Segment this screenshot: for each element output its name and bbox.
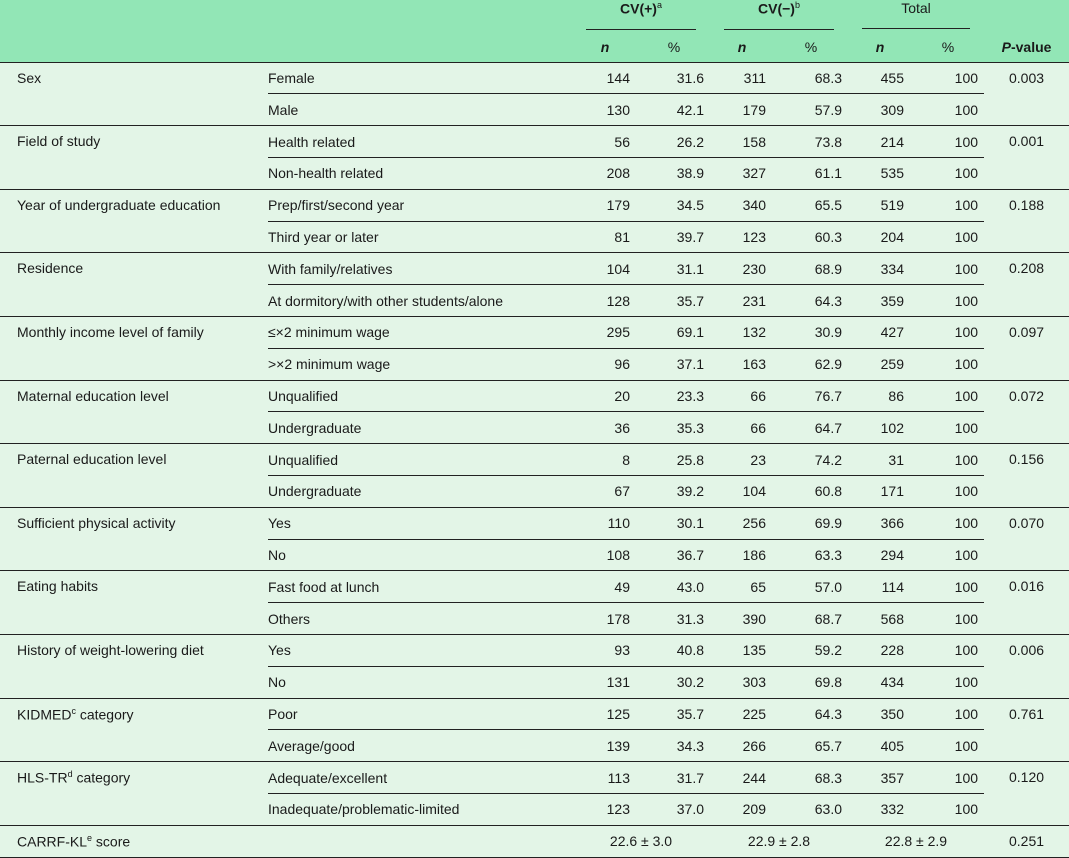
level-label: Unqualified bbox=[268, 380, 572, 412]
cell-cvm-pct: 68.9 bbox=[774, 253, 848, 285]
level-label: Health related bbox=[268, 126, 572, 158]
cell-cvm-pct: 65.5 bbox=[774, 189, 848, 221]
p-value: 0.001 bbox=[984, 126, 1069, 190]
cell-cvp-n: 49 bbox=[572, 571, 638, 603]
variable-label: Year of undergraduate education bbox=[0, 189, 268, 253]
cell-cvp-n: 295 bbox=[572, 317, 638, 349]
cell-tot-n: 535 bbox=[848, 158, 912, 190]
cell-tot-n: 114 bbox=[848, 571, 912, 603]
cell-cvm-pct: 68.7 bbox=[774, 603, 848, 635]
cell-tot-pct: 100 bbox=[912, 348, 984, 380]
cell-tot-n: 434 bbox=[848, 666, 912, 698]
cell-cvp-n: 20 bbox=[572, 380, 638, 412]
cell-tot-pct: 100 bbox=[912, 507, 984, 539]
cell-cvp-n: 108 bbox=[572, 539, 638, 571]
cell-cvm-pct: 60.8 bbox=[774, 476, 848, 508]
header-n: n bbox=[600, 39, 610, 56]
cell-cvm-pct: 62.9 bbox=[774, 348, 848, 380]
table-row bbox=[0, 698, 1069, 730]
cell-tot-n: 427 bbox=[848, 317, 912, 349]
cell-cvp-n: 178 bbox=[572, 603, 638, 635]
cell-cvp-score: 22.6 ± 3.0 bbox=[572, 825, 710, 857]
cell-cvp-pct: 26.2 bbox=[638, 126, 710, 158]
cell-cvp-pct: 37.0 bbox=[638, 793, 710, 825]
p-value: 0.156 bbox=[984, 444, 1069, 508]
variable-label: Eating habits bbox=[0, 571, 268, 635]
cell-tot-n: 405 bbox=[848, 730, 912, 762]
cell-cvm-pct: 64.3 bbox=[774, 285, 848, 317]
cell-cvm-score: 22.9 ± 2.8 bbox=[710, 825, 848, 857]
p-value: 0.072 bbox=[984, 380, 1069, 444]
level-label: Poor bbox=[268, 698, 572, 730]
cell-cvp-n: 56 bbox=[572, 126, 638, 158]
variable-label: Monthly income level of family bbox=[0, 317, 268, 381]
level-label: No bbox=[268, 539, 572, 571]
cell-cvm-n: 132 bbox=[710, 317, 774, 349]
level-label: Male bbox=[268, 94, 572, 126]
p-value: 0.006 bbox=[984, 635, 1069, 699]
cell-cvp-pct: 34.5 bbox=[638, 189, 710, 221]
cell-cvm-n: 266 bbox=[710, 730, 774, 762]
cell-cvm-n: 186 bbox=[710, 539, 774, 571]
cell-cvm-n: 256 bbox=[710, 507, 774, 539]
cell-tot-pct: 100 bbox=[912, 221, 984, 253]
cell-cvp-n: 81 bbox=[572, 221, 638, 253]
cell-tot-score: 22.8 ± 2.9 bbox=[848, 825, 984, 857]
cell-cvm-n: 303 bbox=[710, 666, 774, 698]
level-label: Third year or later bbox=[268, 221, 572, 253]
header-pct: % bbox=[804, 39, 818, 56]
p-value: 0.003 bbox=[984, 62, 1069, 126]
table-row bbox=[0, 317, 1069, 349]
cell-cvp-pct: 40.8 bbox=[638, 635, 710, 667]
level-label: Non-health related bbox=[268, 158, 572, 190]
cell-tot-n: 519 bbox=[848, 189, 912, 221]
header-pct: % bbox=[941, 39, 955, 56]
cell-cvm-n: 66 bbox=[710, 412, 774, 444]
cell-cvm-pct: 59.2 bbox=[774, 635, 848, 667]
cell-cvp-pct: 30.1 bbox=[638, 507, 710, 539]
cell-cvp-pct: 34.3 bbox=[638, 730, 710, 762]
cell-cvp-n: 131 bbox=[572, 666, 638, 698]
cell-tot-pct: 100 bbox=[912, 126, 984, 158]
cell-tot-pct: 100 bbox=[912, 762, 984, 794]
cell-tot-pct: 100 bbox=[912, 571, 984, 603]
cell-tot-n: 366 bbox=[848, 507, 912, 539]
cell-cvm-n: 123 bbox=[710, 221, 774, 253]
cell-tot-n: 359 bbox=[848, 285, 912, 317]
level-label: Average/good bbox=[268, 730, 572, 762]
cell-tot-n: 294 bbox=[848, 539, 912, 571]
cell-cvp-pct: 43.0 bbox=[638, 571, 710, 603]
cell-cvp-n: 144 bbox=[572, 62, 638, 94]
cell-cvp-pct: 38.9 bbox=[638, 158, 710, 190]
cell-cvm-pct: 63.0 bbox=[774, 793, 848, 825]
header-n: n bbox=[875, 39, 885, 56]
cell-cvm-pct: 74.2 bbox=[774, 444, 848, 476]
cell-cvp-pct: 39.7 bbox=[638, 221, 710, 253]
cell-cvp-n: 8 bbox=[572, 444, 638, 476]
cell-cvp-n: 139 bbox=[572, 730, 638, 762]
cell-tot-n: 350 bbox=[848, 698, 912, 730]
cell-tot-pct: 100 bbox=[912, 539, 984, 571]
cell-cvm-pct: 63.3 bbox=[774, 539, 848, 571]
cell-cvp-n: 128 bbox=[572, 285, 638, 317]
cell-cvp-pct: 31.7 bbox=[638, 762, 710, 794]
table-row bbox=[0, 635, 1069, 667]
level-label: Female bbox=[268, 62, 572, 94]
cell-cvm-n: 65 bbox=[710, 571, 774, 603]
cell-cvp-pct: 35.7 bbox=[638, 285, 710, 317]
level-label: ≤×2 minimum wage bbox=[268, 317, 572, 349]
cell-cvm-pct: 57.9 bbox=[774, 94, 848, 126]
cell-tot-pct: 100 bbox=[912, 730, 984, 762]
header-n: n bbox=[737, 39, 747, 56]
cell-tot-n: 568 bbox=[848, 603, 912, 635]
cell-tot-n: 31 bbox=[848, 444, 912, 476]
cell-cvp-pct: 23.3 bbox=[638, 380, 710, 412]
cell-cvm-n: 340 bbox=[710, 189, 774, 221]
p-value: 0.208 bbox=[984, 253, 1069, 317]
table-row bbox=[0, 253, 1069, 285]
cell-cvp-n: 36 bbox=[572, 412, 638, 444]
cell-cvm-n: 231 bbox=[710, 285, 774, 317]
cell-cvm-pct: 76.7 bbox=[774, 380, 848, 412]
cell-cvm-n: 23 bbox=[710, 444, 774, 476]
cell-cvm-pct: 68.3 bbox=[774, 762, 848, 794]
cell-cvm-n: 390 bbox=[710, 603, 774, 635]
cell-cvm-n: 179 bbox=[710, 94, 774, 126]
level-label: Undergraduate bbox=[268, 476, 572, 508]
variable-label: Sufficient physical activity bbox=[0, 507, 268, 571]
level-label: Adequate/excellent bbox=[268, 762, 572, 794]
level-label: Prep/first/second year bbox=[268, 189, 572, 221]
level-label: >×2 minimum wage bbox=[268, 348, 572, 380]
cell-tot-n: 102 bbox=[848, 412, 912, 444]
cell-cvm-pct: 65.7 bbox=[774, 730, 848, 762]
cell-cvm-n: 209 bbox=[710, 793, 774, 825]
cell-tot-n: 259 bbox=[848, 348, 912, 380]
cell-tot-pct: 100 bbox=[912, 412, 984, 444]
cell-cvp-pct: 31.3 bbox=[638, 603, 710, 635]
cell-cvp-pct: 25.8 bbox=[638, 444, 710, 476]
level-label: No bbox=[268, 666, 572, 698]
cell-cvm-pct: 30.9 bbox=[774, 317, 848, 349]
cell-cvm-pct: 69.9 bbox=[774, 507, 848, 539]
header-total: Total bbox=[848, 0, 984, 33]
cell-tot-pct: 100 bbox=[912, 380, 984, 412]
variable-label: Sex bbox=[0, 62, 268, 126]
cell-cvm-n: 244 bbox=[710, 762, 774, 794]
level-label: Unqualified bbox=[268, 444, 572, 476]
level-label: Fast food at lunch bbox=[268, 571, 572, 603]
level-label: With family/relatives bbox=[268, 253, 572, 285]
cell-cvp-n: 125 bbox=[572, 698, 638, 730]
p-value: 0.188 bbox=[984, 189, 1069, 253]
cell-cvm-pct: 68.3 bbox=[774, 62, 848, 94]
cell-tot-pct: 100 bbox=[912, 698, 984, 730]
table-header bbox=[0, 0, 1069, 62]
cell-tot-n: 86 bbox=[848, 380, 912, 412]
summary-row bbox=[0, 825, 1069, 857]
cell-cvp-pct: 69.1 bbox=[638, 317, 710, 349]
p-value: 0.761 bbox=[984, 698, 1069, 762]
cell-tot-n: 455 bbox=[848, 62, 912, 94]
cell-cvm-n: 327 bbox=[710, 158, 774, 190]
cell-cvm-pct: 57.0 bbox=[774, 571, 848, 603]
cell-tot-pct: 100 bbox=[912, 603, 984, 635]
cell-cvp-pct: 30.2 bbox=[638, 666, 710, 698]
cell-tot-pct: 100 bbox=[912, 476, 984, 508]
table-row bbox=[0, 380, 1069, 412]
cell-cvp-pct: 37.1 bbox=[638, 348, 710, 380]
cell-cvm-pct: 73.8 bbox=[774, 126, 848, 158]
cell-tot-pct: 100 bbox=[912, 189, 984, 221]
level-label: Yes bbox=[268, 635, 572, 667]
cell-cvp-pct: 35.7 bbox=[638, 698, 710, 730]
cell-cvp-pct: 39.2 bbox=[638, 476, 710, 508]
cell-tot-n: 334 bbox=[848, 253, 912, 285]
header-pct: % bbox=[667, 39, 681, 56]
header-cv-negative: $CV(-)^b$ bbox=[710, 0, 848, 33]
header-cv-positive: $CV(+)^a$ bbox=[572, 0, 710, 33]
cell-tot-n: 214 bbox=[848, 126, 912, 158]
cell-cvp-n: 110 bbox=[572, 507, 638, 539]
cell-tot-n: 204 bbox=[848, 221, 912, 253]
cell-cvp-n: 104 bbox=[572, 253, 638, 285]
cell-tot-pct: 100 bbox=[912, 158, 984, 190]
p-value: 0.016 bbox=[984, 571, 1069, 635]
variable-label: CARRF-$KL^e$ score bbox=[0, 825, 268, 857]
variable-label: History of weight-lowering diet bbox=[0, 635, 268, 699]
cell-tot-pct: 100 bbox=[912, 94, 984, 126]
cell-cvp-n: 113 bbox=[572, 762, 638, 794]
table-body bbox=[0, 62, 1069, 857]
cell-cvp-n: 93 bbox=[572, 635, 638, 667]
p-value: 0.070 bbox=[984, 507, 1069, 571]
cell-cvp-pct: 42.1 bbox=[638, 94, 710, 126]
cell-tot-n: 332 bbox=[848, 793, 912, 825]
cell-cvm-pct: 69.8 bbox=[774, 666, 848, 698]
cell-cvp-n: 67 bbox=[572, 476, 638, 508]
cell-cvm-pct: 64.7 bbox=[774, 412, 848, 444]
table-row bbox=[0, 571, 1069, 603]
cell-cvm-pct: 60.3 bbox=[774, 221, 848, 253]
cell-cvm-n: 311 bbox=[710, 62, 774, 94]
cell-cvp-pct: 31.6 bbox=[638, 62, 710, 94]
cell-tot-pct: 100 bbox=[912, 317, 984, 349]
variable-label: Field of study bbox=[0, 126, 268, 190]
cell-tot-pct: 100 bbox=[912, 253, 984, 285]
cell-cvm-pct: 61.1 bbox=[774, 158, 848, 190]
cell-tot-pct: 100 bbox=[912, 793, 984, 825]
table-row bbox=[0, 444, 1069, 476]
cell-tot-n: 357 bbox=[848, 762, 912, 794]
level-label: Inadequate/problematic-limited bbox=[268, 793, 572, 825]
variable-label: KIDMED$^c$ category bbox=[0, 698, 268, 762]
cell-tot-n: 309 bbox=[848, 94, 912, 126]
variable-label: HLS-$TR^d$ category bbox=[0, 762, 268, 826]
cell-cvp-pct: 36.7 bbox=[638, 539, 710, 571]
cell-tot-pct: 100 bbox=[912, 635, 984, 667]
cell-tot-n: 171 bbox=[848, 476, 912, 508]
cell-cvm-n: 135 bbox=[710, 635, 774, 667]
cell-tot-n: 228 bbox=[848, 635, 912, 667]
level-label: At dormitory/with other students/alone bbox=[268, 285, 572, 317]
table-row bbox=[0, 189, 1069, 221]
cell-cvm-n: 158 bbox=[710, 126, 774, 158]
variable-label: Paternal education level bbox=[0, 444, 268, 508]
cell-tot-pct: 100 bbox=[912, 285, 984, 317]
p-value: 0.120 bbox=[984, 762, 1069, 826]
variable-label: Residence bbox=[0, 253, 268, 317]
level-label: Yes bbox=[268, 507, 572, 539]
level-label: Others bbox=[268, 603, 572, 635]
cell-cvp-pct: 31.1 bbox=[638, 253, 710, 285]
cell-cvm-n: 225 bbox=[710, 698, 774, 730]
p-value: 0.097 bbox=[984, 317, 1069, 381]
table-row bbox=[0, 507, 1069, 539]
header-pvalue: P-value bbox=[1001, 39, 1052, 56]
cell-cvp-n: 96 bbox=[572, 348, 638, 380]
cell-tot-pct: 100 bbox=[912, 62, 984, 94]
variable-label: Maternal education level bbox=[0, 380, 268, 444]
table-row bbox=[0, 126, 1069, 158]
cell-cvm-n: 163 bbox=[710, 348, 774, 380]
cell-cvm-n: 104 bbox=[710, 476, 774, 508]
cell-cvp-n: 208 bbox=[572, 158, 638, 190]
cell-tot-pct: 100 bbox=[912, 444, 984, 476]
cell-cvm-n: 230 bbox=[710, 253, 774, 285]
cell-tot-pct: 100 bbox=[912, 666, 984, 698]
cell-cvm-n: 66 bbox=[710, 380, 774, 412]
cell-cvm-pct: 64.3 bbox=[774, 698, 848, 730]
cell-cvp-pct: 35.3 bbox=[638, 412, 710, 444]
table-row bbox=[0, 62, 1069, 94]
p-value: 0.251 bbox=[984, 825, 1069, 857]
level-label: Undergraduate bbox=[268, 412, 572, 444]
cell-cvp-n: 123 bbox=[572, 793, 638, 825]
table-row bbox=[0, 762, 1069, 794]
cell-cvp-n: 130 bbox=[572, 94, 638, 126]
cell-cvp-n: 179 bbox=[572, 189, 638, 221]
